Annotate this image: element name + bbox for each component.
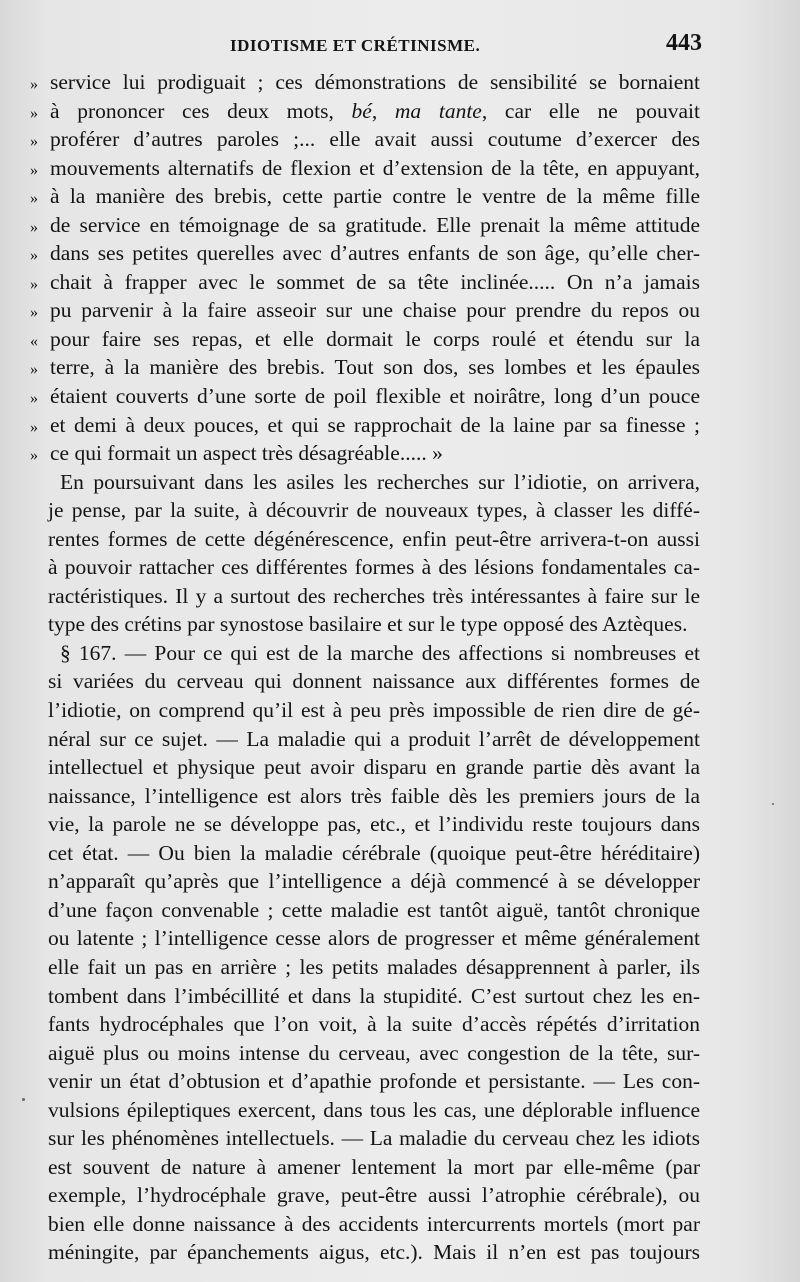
line-text: de service en témoignage de sa gratitude. Elle prenait la même attitude bbox=[50, 212, 700, 237]
line-text: l’idiotie, on comprend qu’il est à peu près impossible de rien dire de gé- bbox=[48, 698, 700, 723]
text-line bbox=[30, 582, 700, 611]
line-text: proférer d’autres paroles ;... elle avait aussi coutume d’exercer des bbox=[50, 127, 700, 152]
text-line bbox=[30, 839, 700, 868]
line-text: sur les phénomènes intellectuels. — La maladie du cerveau chez les idiots bbox=[48, 1126, 700, 1151]
text-line bbox=[30, 782, 700, 811]
print-speck bbox=[772, 803, 774, 805]
line-text: service lui prodiguait ; ces démonstrations de sensibilité se bornaient bbox=[50, 70, 700, 94]
line-text: n’apparaît qu’après que l’intelligence a déjà commencé à se développer bbox=[48, 869, 700, 894]
line-text: § 167. — Pour ce qui est de la marche des affections si nombreuses et bbox=[60, 640, 700, 665]
text-line bbox=[30, 154, 700, 183]
quote-mark: » bbox=[30, 190, 38, 208]
text-line bbox=[30, 68, 700, 97]
text-line bbox=[30, 667, 700, 696]
line-text: néral sur ce sujet. — La maladie qui a produit l’arrêt de développement bbox=[48, 726, 700, 751]
line-text: pu parvenir à la faire asseoir sur une chaise pour prendre du repos ou bbox=[50, 298, 700, 323]
line-text: si variées du cerveau qui donnent naissance aux différentes formes de bbox=[48, 669, 700, 694]
text-line bbox=[30, 439, 700, 468]
text-line bbox=[30, 525, 700, 554]
text-line bbox=[30, 953, 700, 982]
line-text: vulsions épileptiques exercent, dans tous les cas, une déplorable influence bbox=[48, 1097, 700, 1122]
quote-mark: » bbox=[30, 161, 38, 179]
text-line bbox=[30, 97, 700, 126]
line-text: exemple, l’hydrocéphale grave, peut-être aussi l’atrophie cérébrale), ou bbox=[48, 1183, 700, 1208]
line-text: elle fait un pas en arrière ; les petits malades désapprennent à parler, ils bbox=[48, 954, 700, 979]
line-text: terre, à la manière des brebis. Tout son dos, ses lombes et les épaules bbox=[50, 355, 700, 380]
quote-mark: » bbox=[30, 275, 38, 293]
line-text: tombent dans l’imbécillité et dans la stupidité. C’est surtout chez les en- bbox=[48, 983, 700, 1008]
text-line bbox=[30, 125, 700, 154]
text-line bbox=[30, 867, 700, 896]
text-line bbox=[30, 411, 700, 440]
quote-mark: » bbox=[30, 304, 38, 322]
quote-mark: » bbox=[30, 361, 38, 379]
quote-mark: » bbox=[30, 247, 38, 265]
line-text: à prononcer ces deux mots, bé, ma tante, car elle ne pouvait bbox=[50, 98, 700, 123]
line-text: cet état. — Ou bien la maladie cérébrale (quoique peut-être héréditaire) bbox=[48, 840, 700, 865]
text-line bbox=[30, 325, 700, 354]
line-text: chait à frapper avec le sommet de sa tête inclinée..... On n’a jamais bbox=[50, 269, 700, 294]
quote-mark: » bbox=[30, 390, 38, 408]
line-text: rentes formes de cette dégénérescence, enfin peut-être arrivera-t-on aussi bbox=[48, 526, 700, 551]
running-head: IDIOTISME ET CRÉTINISME. bbox=[230, 36, 481, 55]
line-text: ce qui formait un aspect très désagréable..... » bbox=[50, 441, 443, 466]
quote-mark: » bbox=[30, 218, 38, 236]
line-text: méningite, par épanchements aigus, etc.). Mais il n’en est pas toujours bbox=[48, 1240, 700, 1265]
line-text: vie, la parole ne se développe pas, etc., et l’individu reste toujours dans bbox=[48, 812, 700, 837]
page-header bbox=[0, 30, 800, 70]
text-line bbox=[30, 1210, 700, 1239]
line-text: ou latente ; l’intelligence cesse alors de progresser et même généralement bbox=[48, 926, 700, 951]
line-text: d’une façon convenable ; cette maladie est tantôt aiguë, tantôt chronique bbox=[48, 897, 700, 922]
line-text: En poursuivant dans les asiles les recherches sur l’idiotie, on arrivera, bbox=[60, 469, 700, 494]
quote-mark: » bbox=[30, 447, 38, 465]
line-text: type des crétins par synostose basilaire et sur le type opposé des Aztèques. bbox=[48, 612, 688, 637]
text-line bbox=[30, 1067, 700, 1096]
text-line bbox=[30, 382, 700, 411]
text-line bbox=[30, 182, 700, 211]
line-text: aiguë plus ou moins intense du cerveau, avec congestion de la tête, sur- bbox=[48, 1040, 700, 1065]
text-line bbox=[30, 924, 700, 953]
page-number: 443 bbox=[666, 30, 702, 56]
quote-mark: » bbox=[30, 418, 38, 436]
text-line bbox=[30, 1238, 700, 1267]
quote-mark: » bbox=[30, 133, 38, 151]
line-text: je pense, par la suite, à découvrir de nouveaux types, à classer les diffé- bbox=[48, 498, 700, 523]
text-line bbox=[30, 496, 700, 525]
text-line bbox=[30, 696, 700, 725]
quote-mark: « bbox=[30, 332, 38, 350]
text-line bbox=[30, 296, 700, 325]
text-line bbox=[30, 639, 700, 668]
line-text: pour faire ses repas, et elle dormait le corps roulé et étendu sur la bbox=[50, 326, 700, 351]
line-text: intellectuel et physique peut avoir disparu en grande partie dès avant la bbox=[48, 755, 700, 780]
text-line bbox=[30, 268, 700, 297]
line-text: étaient couverts d’une sorte de poil flexible et noirâtre, long d’un pouce bbox=[50, 384, 700, 409]
text-line bbox=[30, 239, 700, 268]
text-line bbox=[30, 1096, 700, 1125]
body-text bbox=[30, 68, 700, 1267]
text-line bbox=[30, 810, 700, 839]
text-line bbox=[30, 725, 700, 754]
line-text: dans ses petites querelles avec d’autres enfants de son âge, qu’elle cher- bbox=[50, 241, 700, 266]
line-text: à pouvoir rattacher ces différentes formes à des lésions fondamentales ca- bbox=[48, 555, 700, 580]
line-text: fants hydrocéphales que l’on voit, à la suite d’accès répétés d’irritation bbox=[48, 1012, 700, 1037]
text-line bbox=[30, 1010, 700, 1039]
line-text: et demi à deux pouces, et qui se rapprochait de la laine par sa finesse ; bbox=[50, 412, 700, 437]
text-line bbox=[30, 553, 700, 582]
text-line bbox=[30, 468, 700, 497]
text-line bbox=[30, 1181, 700, 1210]
line-text: bien elle donne naissance à des accidents intercurrents mortels (mort par bbox=[48, 1211, 700, 1236]
line-text: à la manière des brebis, cette partie contre le ventre de la même fille bbox=[50, 184, 700, 209]
line-text: venir un état d’obtusion et d’apathie profonde et persistante. — Les con- bbox=[48, 1069, 700, 1094]
line-text: mouvements alternatifs de flexion et d’extension de la tête, en appuyant, bbox=[50, 155, 700, 180]
text-line bbox=[30, 610, 700, 639]
line-text: ractéristiques. Il y a surtout des recherches très intéressantes à faire sur le bbox=[48, 583, 700, 608]
text-line bbox=[30, 211, 700, 240]
text-line bbox=[30, 753, 700, 782]
line-text: naissance, l’intelligence est alors très faible dès les premiers jours de la bbox=[48, 783, 700, 808]
text-line bbox=[30, 353, 700, 382]
text-line bbox=[30, 982, 700, 1011]
text-line bbox=[30, 896, 700, 925]
text-line bbox=[30, 1039, 700, 1068]
print-speck bbox=[22, 1098, 25, 1101]
line-text: est souvent de nature à amener lentement la mort par elle-même (par bbox=[48, 1154, 700, 1179]
quote-mark: » bbox=[30, 76, 38, 93]
text-line bbox=[30, 1124, 700, 1153]
text-line bbox=[30, 1153, 700, 1182]
quote-mark: » bbox=[30, 104, 38, 122]
